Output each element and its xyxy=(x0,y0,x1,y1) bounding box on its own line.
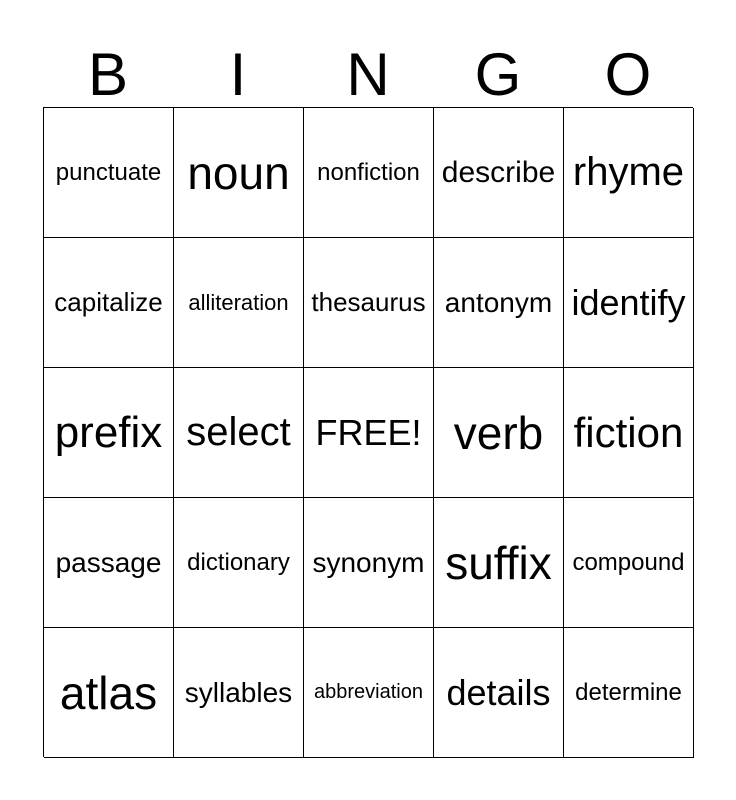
bingo-cell: verb xyxy=(434,368,564,498)
bingo-cell: nonfiction xyxy=(304,108,434,238)
bingo-cell: thesaurus xyxy=(304,238,434,368)
bingo-header xyxy=(43,42,693,108)
bingo-cell: syllables xyxy=(174,628,304,758)
header-letter-i: I xyxy=(229,41,247,108)
bingo-cell: antonym xyxy=(434,238,564,368)
bingo-cell: suffix xyxy=(434,498,564,628)
header-letter-o: O xyxy=(604,41,652,108)
header-letter-n: N xyxy=(346,41,390,108)
free-cell: FREE! xyxy=(304,368,434,498)
bingo-cell: dictionary xyxy=(174,498,304,628)
bingo-board xyxy=(43,107,693,757)
bingo-cell: compound xyxy=(564,498,694,628)
bingo-cell: abbreviation xyxy=(304,628,434,758)
bingo-cell: prefix xyxy=(44,368,174,498)
bingo-cell: capitalize xyxy=(44,238,174,368)
bingo-cell: noun xyxy=(174,108,304,238)
bingo-cell: fiction xyxy=(564,368,694,498)
bingo-cell: select xyxy=(174,368,304,498)
bingo-cell: atlas xyxy=(44,628,174,758)
bingo-cell: passage xyxy=(44,498,174,628)
header-letter-g: G xyxy=(474,41,522,108)
bingo-cell: synonym xyxy=(304,498,434,628)
bingo-cell: determine xyxy=(564,628,694,758)
bingo-cell: alliteration xyxy=(174,238,304,368)
bingo-cell: details xyxy=(434,628,564,758)
header-letter-b: B xyxy=(87,41,129,108)
bingo-cell: identify xyxy=(564,238,694,368)
bingo-cell: describe xyxy=(434,108,564,238)
bingo-cell: rhyme xyxy=(564,108,694,238)
bingo-cell: punctuate xyxy=(44,108,174,238)
